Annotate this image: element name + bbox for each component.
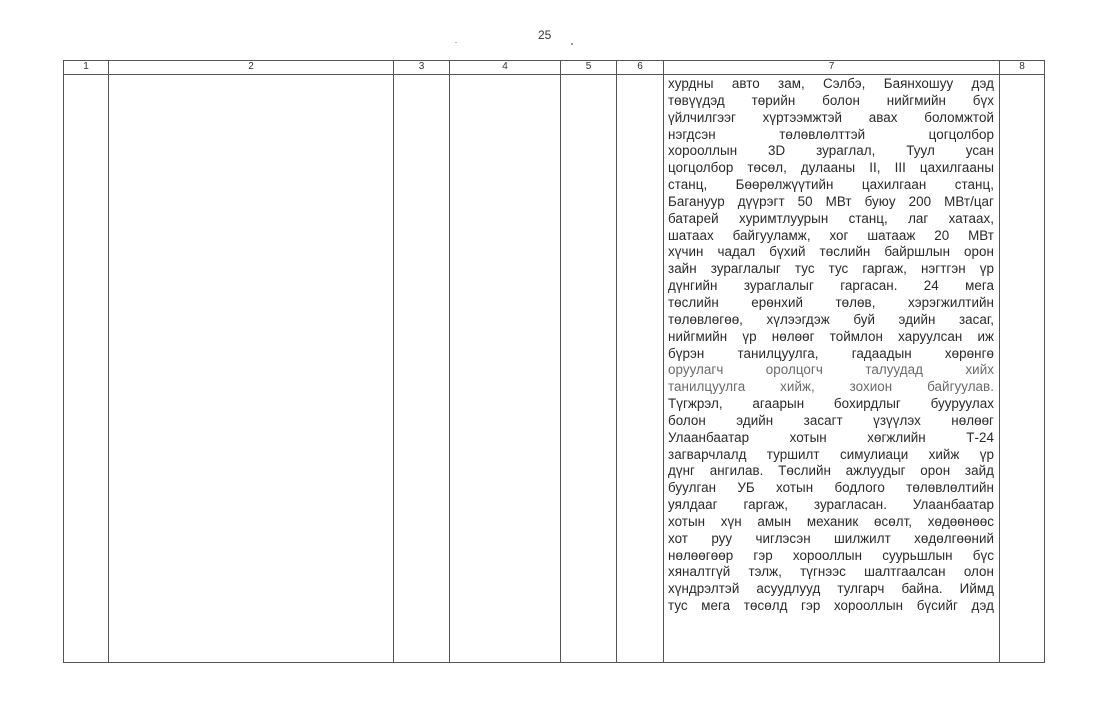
header-row [64,61,1045,75]
column-header-4: 4 [450,61,561,75]
column-header-2: 2 [109,61,394,75]
text-line: хяналтгүй тэлж, түгнээс шалтгаалсан олон [668,564,994,580]
text-line: төслийн ерөнхий төлөв, хэрэгжилтийн [668,294,994,310]
text-line: танилцуулга хийж, зохион байгуулав. [668,379,994,395]
text-line: цогцолбор төсөл, дулааны II, III цахилгааны [668,160,994,176]
column-header-6: 6 [617,61,664,75]
text-line: нийгмийн үр нөлөөг тоймлон харуулсан иж [668,328,994,344]
cell-col-6 [617,75,664,663]
cell-col-1 [64,75,109,663]
table-row [64,75,1045,663]
text-line: үйлчилгээг хүртээмжтэй авах боломжтой [668,109,994,125]
text-line: дүнгийн зураглалыг гаргасан. 24 мега [668,278,994,294]
text-line: хүчин чадал бүхий төслийн байршлын орон [668,244,994,260]
scan-speck [571,43,573,45]
text-line: тус мега төсөлд гэр хорооллын бүсийг дэд [668,598,994,614]
cell-col-8 [1000,75,1045,663]
text-line: батарей хуримтлуурын станц, лаг хатаах, [668,210,994,226]
column-header-1: 1 [64,61,109,75]
text-line: уялдааг гаргаж, зурагласан. Улаанбаатар [668,497,994,513]
text-line: болон эдийн засагт үзүүлэх нөлөөг [668,412,994,428]
text-line: хотын хүн амын механик өсөлт, хөдөөнөөс [668,513,994,529]
text-line: шатаах байгууламж, хог шатааж 20 МВт [668,227,994,243]
cell-col-5 [561,75,617,663]
text-line: төлөвлөгөө, хүлээгдэж буй эдийн засаг, [668,311,994,327]
cell-col-3 [394,75,450,663]
page-number: 25 [538,28,552,42]
column-header-5: 5 [561,61,617,75]
cell-col-2 [109,75,394,663]
text-line: загварчлалд туршилт симулиаци хийж үр [668,446,994,462]
text-line: хүндрэлтэй асуудлууд тулгарч байна. Иймд [668,581,994,597]
text-line: нэгдсэн төлөвлөлттэй цогцолбор [668,126,994,142]
column-header-3: 3 [394,61,450,75]
text-line: Түгжрэл, агаарын бохирдлыг бууруулах [668,396,994,412]
column-header-7: 7 [664,61,1000,75]
scan-speck [455,42,457,43]
text-line: Багануур дүүрэгт 50 МВт буюу 200 МВт/цаг [668,193,994,209]
text-line: хорооллын 3D зураглал, Туул усан [668,143,994,159]
column-header-8: 8 [1000,61,1045,75]
cell-col-7 [664,75,1000,663]
text-line: буулган УБ хотын бодлого төлөвлөлтийн [668,480,994,496]
text-line: станц, Бөөрөлжүүтийн цахилгаан станц, [668,177,994,193]
text-line: дүнг ангилав. Төслийн ажлуудыг орон зайд [668,463,994,479]
text-line: хурдны авто зам, Сэлбэ, Баянхошуу дэд [668,76,994,91]
cell-col-4 [450,75,561,663]
text-line: зайн зураглалыг тус тус гаргаж, нэгтгэн үр [668,261,994,277]
text-line: төвүүдэд төрийн болон нийгмийн бүх [668,92,994,108]
text-line: нөлөөгөөр гэр хорооллын суурьшлын бүс [668,547,994,563]
text-line: хот руу чиглэсэн шилжилт хөдөлгөөний [668,530,994,546]
document-table [63,60,1045,663]
column-7-text [664,75,999,615]
text-line: оруулагч оролцогч талуудад хийх [668,362,994,378]
text-line: бүрэн танилцуулга, гадаадын хөрөнгө [668,345,994,361]
text-line: Улаанбаатар хотын хөгжлийн Т-24 [668,429,994,445]
